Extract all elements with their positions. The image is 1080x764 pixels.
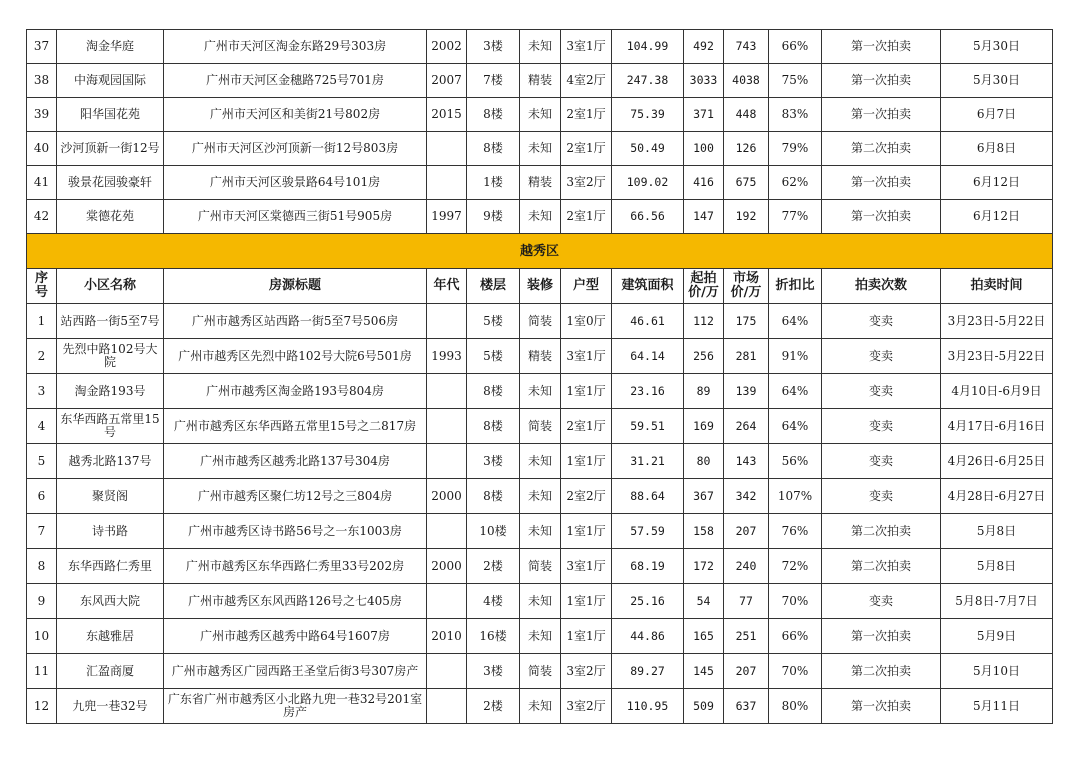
- cell-floor: 8楼: [467, 98, 520, 132]
- cell-deco: 未知: [520, 374, 561, 409]
- auction-table: [26, 29, 1053, 724]
- cell-floor: 3楼: [467, 30, 520, 64]
- cell-year: 2002: [427, 30, 467, 64]
- cell-name: 中海观园国际: [57, 64, 164, 98]
- cell-start: 509: [684, 689, 724, 724]
- cell-name: 汇盈商厦: [57, 654, 164, 689]
- cell-title: 广州市天河区金穗路725号701房: [164, 64, 427, 98]
- cell-market: 637: [724, 689, 769, 724]
- cell-year: [427, 654, 467, 689]
- cell-disc: 64%: [769, 374, 822, 409]
- header-deco: 装修: [520, 269, 561, 304]
- cell-area: 64.14: [612, 339, 684, 374]
- cell-deco: 精装: [520, 64, 561, 98]
- cell-title: 广东省广州市越秀区小北路九兜一巷32号201室房产: [164, 689, 427, 724]
- cell-no: 37: [27, 30, 57, 64]
- cell-disc: 80%: [769, 689, 822, 724]
- cell-market: 207: [724, 514, 769, 549]
- cell-title: 广州市越秀区先烈中路102号大院6号501房: [164, 339, 427, 374]
- cell-year: 1997: [427, 200, 467, 234]
- cell-layout: 1室1厅: [561, 514, 612, 549]
- cell-name: 阳华国花苑: [57, 98, 164, 132]
- cell-date: 5月8日: [941, 514, 1053, 549]
- header-row: [27, 269, 1053, 304]
- cell-year: [427, 304, 467, 339]
- cell-market: 143: [724, 444, 769, 479]
- cell-title: 广州市天河区骏景路64号101房: [164, 166, 427, 200]
- cell-market: 251: [724, 619, 769, 654]
- cell-title: 广州市天河区淘金东路29号303房: [164, 30, 427, 64]
- cell-title: 广州市越秀区越秀北路137号304房: [164, 444, 427, 479]
- cell-start: 165: [684, 619, 724, 654]
- cell-times: 变卖: [822, 409, 941, 444]
- cell-date: 4月10日-6月9日: [941, 374, 1053, 409]
- cell-times: 变卖: [822, 584, 941, 619]
- cell-year: 2007: [427, 64, 467, 98]
- table-row: [27, 479, 1053, 514]
- cell-area: 59.51: [612, 409, 684, 444]
- cell-market: 264: [724, 409, 769, 444]
- table-row: [27, 584, 1053, 619]
- cell-area: 23.16: [612, 374, 684, 409]
- cell-name: 越秀北路137号: [57, 444, 164, 479]
- cell-times: 第一次拍卖: [822, 166, 941, 200]
- cell-title: 广州市越秀区东风西路126号之七405房: [164, 584, 427, 619]
- header-start-price: 起拍价/万: [684, 269, 724, 304]
- cell-name: 诗书路: [57, 514, 164, 549]
- cell-disc: 70%: [769, 584, 822, 619]
- cell-disc: 107%: [769, 479, 822, 514]
- cell-area: 66.56: [612, 200, 684, 234]
- cell-floor: 5楼: [467, 339, 520, 374]
- cell-disc: 56%: [769, 444, 822, 479]
- cell-year: [427, 409, 467, 444]
- cell-year: [427, 132, 467, 166]
- cell-disc: 91%: [769, 339, 822, 374]
- cell-name: 棠德花苑: [57, 200, 164, 234]
- cell-times: 第二次拍卖: [822, 132, 941, 166]
- header-floor: 楼层: [467, 269, 520, 304]
- table-row: [27, 409, 1053, 444]
- table-row: [27, 200, 1053, 234]
- cell-floor: 1楼: [467, 166, 520, 200]
- cell-deco: 简装: [520, 409, 561, 444]
- cell-title: 广州市越秀区东华西路仁秀里33号202房: [164, 549, 427, 584]
- cell-floor: 10楼: [467, 514, 520, 549]
- cell-year: 2010: [427, 619, 467, 654]
- cell-title: 广州市越秀区东华西路五常里15号之二817房: [164, 409, 427, 444]
- cell-times: 变卖: [822, 374, 941, 409]
- cell-date: 5月9日: [941, 619, 1053, 654]
- cell-start: 112: [684, 304, 724, 339]
- header-times: 拍卖次数: [822, 269, 941, 304]
- cell-floor: 2楼: [467, 549, 520, 584]
- cell-year: [427, 374, 467, 409]
- cell-area: 25.16: [612, 584, 684, 619]
- table-row: [27, 166, 1053, 200]
- cell-name: 淘金路193号: [57, 374, 164, 409]
- cell-floor: 8楼: [467, 479, 520, 514]
- cell-area: 247.38: [612, 64, 684, 98]
- cell-market: 240: [724, 549, 769, 584]
- cell-times: 变卖: [822, 339, 941, 374]
- cell-layout: 1室1厅: [561, 584, 612, 619]
- cell-disc: 75%: [769, 64, 822, 98]
- table-row: [27, 132, 1053, 166]
- cell-title: 广州市天河区沙河顶新一街12号803房: [164, 132, 427, 166]
- tianhe-rows: [27, 30, 1053, 234]
- cell-no: 39: [27, 98, 57, 132]
- cell-name: 淘金华庭: [57, 30, 164, 64]
- cell-market: 743: [724, 30, 769, 64]
- cell-start: 3033: [684, 64, 724, 98]
- cell-market: 77: [724, 584, 769, 619]
- table-row: [27, 374, 1053, 409]
- cell-no: 1: [27, 304, 57, 339]
- cell-date: 5月8日: [941, 549, 1053, 584]
- cell-floor: 3楼: [467, 444, 520, 479]
- cell-disc: 62%: [769, 166, 822, 200]
- cell-layout: 2室1厅: [561, 98, 612, 132]
- cell-times: 第一次拍卖: [822, 64, 941, 98]
- cell-market: 342: [724, 479, 769, 514]
- cell-disc: 83%: [769, 98, 822, 132]
- cell-area: 88.64: [612, 479, 684, 514]
- cell-disc: 76%: [769, 514, 822, 549]
- cell-name: 先烈中路102号大院: [57, 339, 164, 374]
- cell-market: 4038: [724, 64, 769, 98]
- cell-date: 5月30日: [941, 64, 1053, 98]
- cell-disc: 64%: [769, 304, 822, 339]
- cell-floor: 16楼: [467, 619, 520, 654]
- cell-title: 广州市越秀区聚仁坊12号之三804房: [164, 479, 427, 514]
- cell-name: 骏景花园骏豪轩: [57, 166, 164, 200]
- table-row: [27, 619, 1053, 654]
- cell-start: 416: [684, 166, 724, 200]
- table-row: [27, 64, 1053, 98]
- cell-market: 192: [724, 200, 769, 234]
- cell-market: 175: [724, 304, 769, 339]
- cell-times: 第一次拍卖: [822, 689, 941, 724]
- cell-date: 6月8日: [941, 132, 1053, 166]
- cell-start: 158: [684, 514, 724, 549]
- cell-times: 第二次拍卖: [822, 549, 941, 584]
- cell-name: 东华西路五常里15号: [57, 409, 164, 444]
- cell-disc: 72%: [769, 549, 822, 584]
- cell-name: 聚贤阁: [57, 479, 164, 514]
- cell-title: 广州市越秀区淘金路193号804房: [164, 374, 427, 409]
- cell-area: 109.02: [612, 166, 684, 200]
- cell-name: 沙河顶新一街12号: [57, 132, 164, 166]
- cell-name: 东越雅居: [57, 619, 164, 654]
- cell-no: 11: [27, 654, 57, 689]
- cell-no: 40: [27, 132, 57, 166]
- section-yuexiu: [27, 234, 1053, 304]
- cell-date: 6月7日: [941, 98, 1053, 132]
- cell-times: 第二次拍卖: [822, 514, 941, 549]
- cell-year: 2015: [427, 98, 467, 132]
- cell-deco: 未知: [520, 200, 561, 234]
- cell-floor: 8楼: [467, 374, 520, 409]
- cell-title: 广州市天河区和美街21号802房: [164, 98, 427, 132]
- cell-year: [427, 166, 467, 200]
- cell-no: 38: [27, 64, 57, 98]
- cell-floor: 9楼: [467, 200, 520, 234]
- cell-date: 6月12日: [941, 200, 1053, 234]
- cell-start: 492: [684, 30, 724, 64]
- cell-layout: 3室1厅: [561, 549, 612, 584]
- cell-floor: 7楼: [467, 64, 520, 98]
- header-name: 小区名称: [57, 269, 164, 304]
- section-title: 越秀区: [27, 234, 1053, 269]
- cell-area: 44.86: [612, 619, 684, 654]
- cell-times: 第一次拍卖: [822, 200, 941, 234]
- table-row: [27, 444, 1053, 479]
- cell-area: 89.27: [612, 654, 684, 689]
- cell-deco: 未知: [520, 30, 561, 64]
- cell-start: 89: [684, 374, 724, 409]
- cell-date: 5月11日: [941, 689, 1053, 724]
- cell-layout: 1室1厅: [561, 444, 612, 479]
- cell-deco: 精装: [520, 339, 561, 374]
- cell-times: 变卖: [822, 479, 941, 514]
- cell-start: 367: [684, 479, 724, 514]
- cell-disc: 66%: [769, 619, 822, 654]
- cell-title: 广州市越秀区诗书路56号之一东1003房: [164, 514, 427, 549]
- cell-no: 41: [27, 166, 57, 200]
- cell-title: 广州市越秀区站西路一街5至7号506房: [164, 304, 427, 339]
- table-row: [27, 339, 1053, 374]
- cell-no: 12: [27, 689, 57, 724]
- header-year: 年代: [427, 269, 467, 304]
- cell-start: 147: [684, 200, 724, 234]
- cell-area: 75.39: [612, 98, 684, 132]
- table-row: [27, 654, 1053, 689]
- cell-market: 139: [724, 374, 769, 409]
- cell-no: 2: [27, 339, 57, 374]
- cell-deco: 未知: [520, 132, 561, 166]
- cell-date: 4月26日-6月25日: [941, 444, 1053, 479]
- cell-deco: 未知: [520, 584, 561, 619]
- cell-deco: 简装: [520, 654, 561, 689]
- header-layout: 户型: [561, 269, 612, 304]
- cell-deco: 简装: [520, 549, 561, 584]
- cell-area: 46.61: [612, 304, 684, 339]
- cell-floor: 3楼: [467, 654, 520, 689]
- cell-date: 5月30日: [941, 30, 1053, 64]
- cell-no: 5: [27, 444, 57, 479]
- cell-market: 281: [724, 339, 769, 374]
- cell-title: 广州市越秀区越秀中路64号1607房: [164, 619, 427, 654]
- table-row: [27, 549, 1053, 584]
- cell-layout: 1室0厅: [561, 304, 612, 339]
- cell-no: 10: [27, 619, 57, 654]
- cell-layout: 3室2厅: [561, 166, 612, 200]
- cell-layout: 4室2厅: [561, 64, 612, 98]
- table-row: [27, 30, 1053, 64]
- cell-area: 68.19: [612, 549, 684, 584]
- cell-start: 371: [684, 98, 724, 132]
- cell-market: 675: [724, 166, 769, 200]
- cell-times: 第二次拍卖: [822, 654, 941, 689]
- cell-start: 145: [684, 654, 724, 689]
- cell-times: 第一次拍卖: [822, 98, 941, 132]
- cell-start: 169: [684, 409, 724, 444]
- cell-deco: 未知: [520, 619, 561, 654]
- cell-market: 207: [724, 654, 769, 689]
- cell-start: 172: [684, 549, 724, 584]
- cell-date: 5月10日: [941, 654, 1053, 689]
- cell-market: 448: [724, 98, 769, 132]
- cell-name: 九兜一巷32号: [57, 689, 164, 724]
- header-no: 序号: [27, 269, 57, 304]
- cell-no: 7: [27, 514, 57, 549]
- header-discount: 折扣比: [769, 269, 822, 304]
- cell-area: 50.49: [612, 132, 684, 166]
- cell-no: 3: [27, 374, 57, 409]
- cell-date: 6月12日: [941, 166, 1053, 200]
- cell-area: 104.99: [612, 30, 684, 64]
- cell-market: 126: [724, 132, 769, 166]
- cell-no: 42: [27, 200, 57, 234]
- cell-floor: 8楼: [467, 132, 520, 166]
- cell-start: 54: [684, 584, 724, 619]
- cell-start: 100: [684, 132, 724, 166]
- cell-year: 2000: [427, 549, 467, 584]
- cell-date: 4月17日-6月16日: [941, 409, 1053, 444]
- cell-deco: 未知: [520, 514, 561, 549]
- cell-no: 4: [27, 409, 57, 444]
- cell-disc: 77%: [769, 200, 822, 234]
- cell-title: 广州市越秀区广园西路王圣堂后街3号307房产: [164, 654, 427, 689]
- cell-name: 东风西大院: [57, 584, 164, 619]
- cell-deco: 未知: [520, 689, 561, 724]
- cell-layout: 2室1厅: [561, 132, 612, 166]
- cell-year: [427, 514, 467, 549]
- table-row: [27, 689, 1053, 724]
- cell-title: 广州市天河区棠德西三街51号905房: [164, 200, 427, 234]
- cell-deco: 精装: [520, 166, 561, 200]
- header-title: 房源标题: [164, 269, 427, 304]
- cell-year: [427, 689, 467, 724]
- cell-disc: 70%: [769, 654, 822, 689]
- cell-date: 3月23日-5月22日: [941, 304, 1053, 339]
- cell-layout: 3室1厅: [561, 339, 612, 374]
- cell-times: 第一次拍卖: [822, 30, 941, 64]
- cell-start: 256: [684, 339, 724, 374]
- cell-times: 第一次拍卖: [822, 619, 941, 654]
- yuexiu-rows: [27, 304, 1053, 724]
- cell-times: 变卖: [822, 304, 941, 339]
- cell-area: 110.95: [612, 689, 684, 724]
- table-row: [27, 304, 1053, 339]
- cell-date: 4月28日-6月27日: [941, 479, 1053, 514]
- cell-floor: 2楼: [467, 689, 520, 724]
- cell-no: 9: [27, 584, 57, 619]
- cell-floor: 8楼: [467, 409, 520, 444]
- cell-times: 变卖: [822, 444, 941, 479]
- cell-deco: 简装: [520, 304, 561, 339]
- cell-no: 8: [27, 549, 57, 584]
- header-date: 拍卖时间: [941, 269, 1053, 304]
- table-row: [27, 98, 1053, 132]
- cell-layout: 2室2厅: [561, 479, 612, 514]
- cell-deco: 未知: [520, 479, 561, 514]
- cell-name: 东华西路仁秀里: [57, 549, 164, 584]
- cell-year: 1993: [427, 339, 467, 374]
- cell-disc: 64%: [769, 409, 822, 444]
- cell-date: 5月8日-7月7日: [941, 584, 1053, 619]
- cell-year: [427, 584, 467, 619]
- cell-layout: 3室2厅: [561, 689, 612, 724]
- cell-layout: 2室1厅: [561, 200, 612, 234]
- cell-year: [427, 444, 467, 479]
- cell-layout: 3室1厅: [561, 30, 612, 64]
- cell-no: 6: [27, 479, 57, 514]
- cell-date: 3月23日-5月22日: [941, 339, 1053, 374]
- header-market-price: 市场价/万: [724, 269, 769, 304]
- cell-name: 站西路一街5至7号: [57, 304, 164, 339]
- cell-start: 80: [684, 444, 724, 479]
- cell-layout: 1室1厅: [561, 374, 612, 409]
- cell-floor: 4楼: [467, 584, 520, 619]
- cell-floor: 5楼: [467, 304, 520, 339]
- cell-deco: 未知: [520, 444, 561, 479]
- cell-disc: 79%: [769, 132, 822, 166]
- cell-layout: 2室1厅: [561, 409, 612, 444]
- cell-year: 2000: [427, 479, 467, 514]
- cell-area: 57.59: [612, 514, 684, 549]
- header-area: 建筑面积: [612, 269, 684, 304]
- cell-area: 31.21: [612, 444, 684, 479]
- cell-layout: 3室2厅: [561, 654, 612, 689]
- cell-disc: 66%: [769, 30, 822, 64]
- cell-layout: 1室1厅: [561, 619, 612, 654]
- table-row: [27, 514, 1053, 549]
- cell-deco: 未知: [520, 98, 561, 132]
